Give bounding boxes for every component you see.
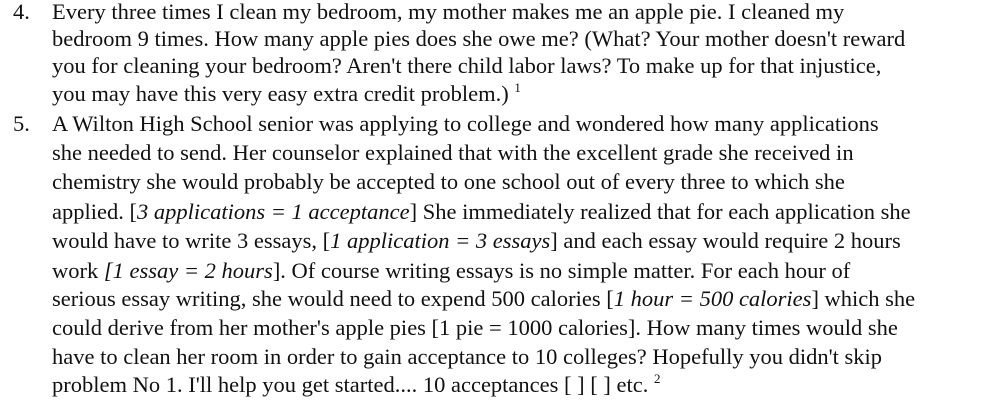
text-line: could derive from her mother's apple pies [1 pie = 1000 calories]. How many times would she <box>52 315 898 340</box>
text-line: work [1 essay = 2 hours]. Of course writing essays is no simple matter. For each hour of <box>52 258 851 283</box>
text-line: would have to write 3 essays, [1 application = 3 essays] and each essay would require 2 hours <box>52 228 901 253</box>
text-line: chemistry she would probably be accepted to one school out of every three to which she <box>52 169 845 194</box>
footnote-marker: 2 <box>653 371 661 386</box>
conversion-factor: 1 hour = 500 calories <box>613 286 812 311</box>
problem-number: 5. <box>13 111 30 136</box>
conversion-factor: 3 applications = 1 acceptance <box>136 199 410 224</box>
text-line: serious essay writing, she would need to expend 500 calories [1 hour = 500 calories] which she <box>52 286 916 311</box>
text-line: have to clean her room in order to gain acceptance to 10 colleges? Hopefully you didn't skip <box>52 344 883 369</box>
text-line: problem No 1. I'll help you get started.... 10 acceptances [ ] [ ] etc. $^2$ <box>52 371 661 397</box>
text-line: bedroom 9 times. How many apple pies does she owe me? (What? Your mother doesn't reward <box>52 26 906 51</box>
text-line: she needed to send. Her counselor explained that with the excellent grade she received in <box>52 140 854 165</box>
text-line: applied. [3 applications = 1 acceptance] She immediately realized that for each application she <box>52 199 911 224</box>
problem-number: 4. <box>13 0 30 24</box>
text-line: Every three times I clean my bedroom, my mother makes me an apple pie. I cleaned my <box>52 0 845 24</box>
footnote-marker: 1 <box>514 80 521 95</box>
text-line: A Wilton High School senior was applying to college and wondered how many applications <box>52 111 879 136</box>
text-line: you may have this very easy extra credit problem.) $^1$ <box>52 80 521 106</box>
text-line: you for cleaning your bedroom? Aren't there child labor laws? To make up for that injustice, <box>52 53 882 78</box>
conversion-factor: 1 application = 3 essays <box>330 228 551 253</box>
conversion-factor: [1 essay = 2 hours <box>103 258 273 283</box>
